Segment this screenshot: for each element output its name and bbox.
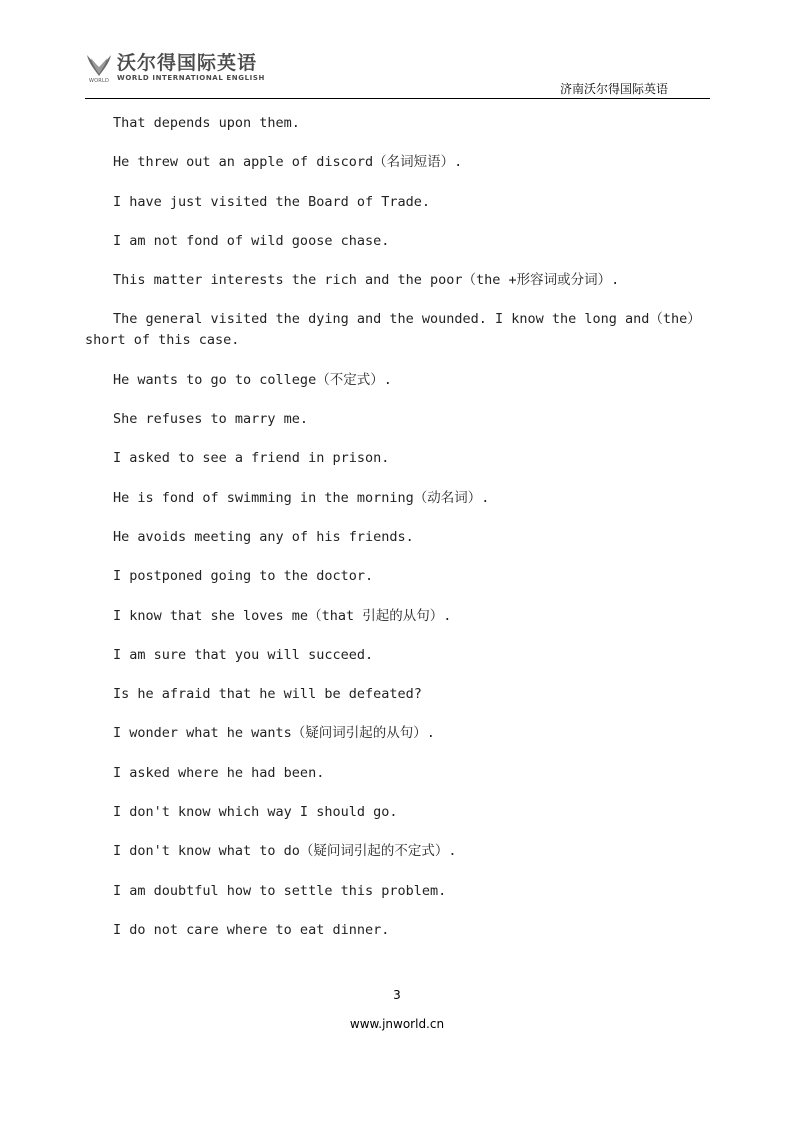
paragraph: I wonder what he wants（疑问词引起的从句）.: [113, 725, 435, 742]
paragraph: I am sure that you will succeed.: [113, 646, 374, 663]
paragraph: I asked to see a friend in prison.: [113, 450, 390, 467]
paragraph: That depends upon them.: [113, 115, 300, 131]
paragraph: I have just visited the Board of Trade.: [113, 193, 430, 210]
paragraph: I don't know what to do（疑问词引起的不定式）.: [113, 843, 457, 860]
paragraph: He threw out an apple of discord（名词短语）.: [113, 154, 463, 171]
logo-mark-word: WORLD: [89, 78, 109, 84]
paragraph: I am not fond of wild goose chase.: [113, 232, 390, 249]
page-number: 3: [393, 988, 401, 1002]
paragraph: Is he afraid that he will be defeated?: [113, 686, 422, 703]
paragraph: He is fond of swimming in the morning（动名词）.: [113, 489, 490, 506]
paragraph: I postponed going to the doctor.: [113, 568, 374, 585]
paragraph: I asked where he had been.: [113, 764, 325, 781]
paragraph: I don't know which way I should go.: [113, 804, 398, 821]
paragraph: The general visited the dying and the wounded. I know the long and（the） short of this case.: [85, 311, 701, 349]
footer-url: www.jnworld.cn: [349, 1017, 445, 1031]
paragraph: He wants to go to college（不定式）.: [113, 371, 392, 388]
paragraph: I know that she loves me（that 引起的从句）.: [113, 607, 452, 624]
logo-text: [117, 52, 265, 83]
logo-chinese-name: 沃尔得国际英语: [117, 52, 258, 74]
document-body: [85, 113, 710, 959]
paragraph: She refuses to marry me.: [113, 411, 309, 428]
logo-english-name: WORLD INTERNATIONAL ENGLISH: [117, 74, 265, 82]
header-divider: [85, 98, 710, 99]
header-right-text: 济南沃尔得国际英语: [559, 82, 668, 96]
paragraph: I do not care where to eat dinner.: [113, 921, 390, 938]
paragraph: He avoids meeting any of his friends.: [113, 528, 414, 545]
wings-logo-icon: [85, 52, 113, 86]
paragraph: This matter interests the rich and the poor（the +形容词或分词）.: [113, 272, 620, 289]
paragraph: I am doubtful how to settle this problem.: [113, 882, 447, 899]
logo: [85, 52, 265, 90]
page-header: [85, 52, 710, 100]
